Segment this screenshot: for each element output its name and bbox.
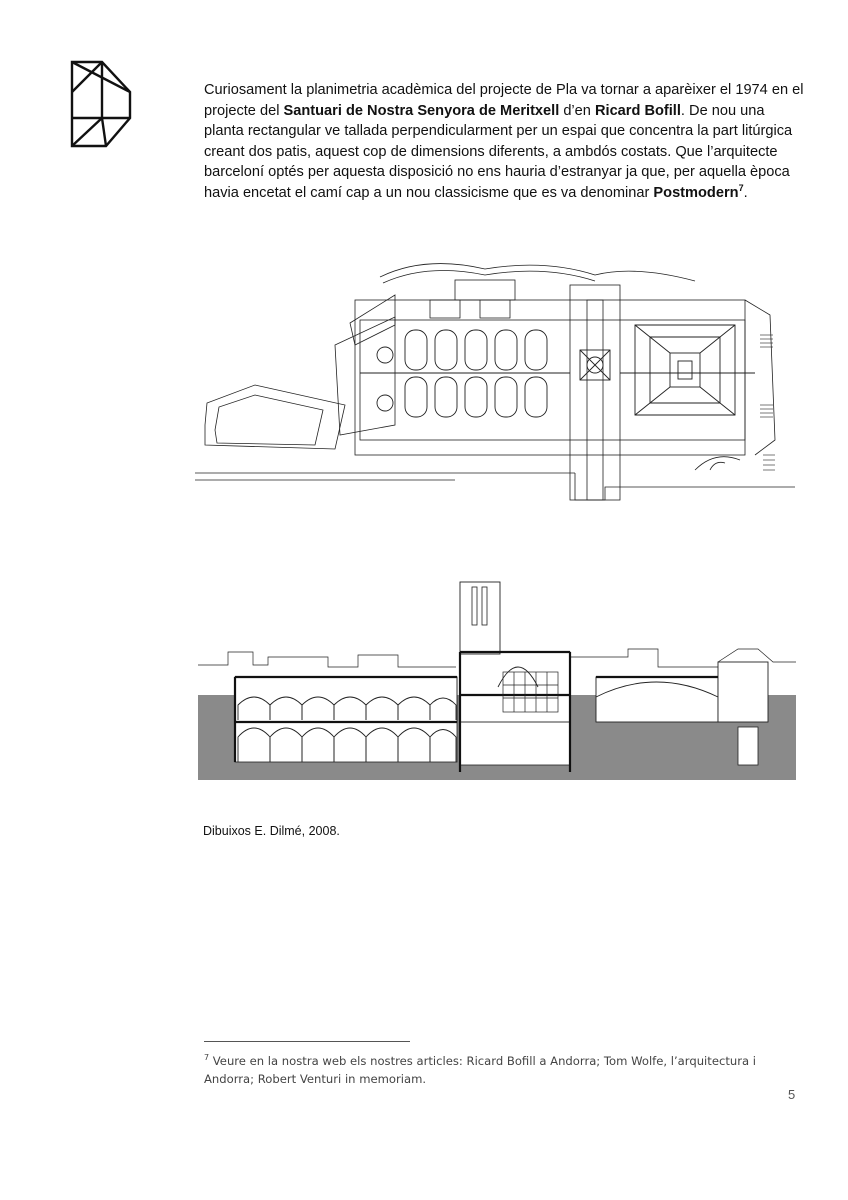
bold-postmodern: Postmodern (653, 184, 739, 201)
bold-sanctuary-name: Santuari de Nostra Senyora de Meritxell (283, 102, 560, 119)
body-paragraph (204, 80, 804, 204)
paragraph-text-1: Curiosament la planimetria acadèmica del projecte de Pla va tornar a aparèixer el 1974 en el projecte del (204, 82, 804, 119)
page-number: 5 (788, 1087, 796, 1102)
footnote-divider (204, 1041, 410, 1042)
footnote-number: 7 (204, 1053, 210, 1062)
footnote-text: Veure en la nostra web els nostres articles: Ricard Bofill a Andorra; Tom Wolfe, l’arquitectura i Andorra; Robert Venturi in memoriam. (204, 1053, 756, 1086)
paragraph-text-4: . (743, 184, 748, 201)
footnote-reference: 7 (738, 183, 744, 194)
figure-caption: Dibuixos E. Dilmé, 2008. (203, 824, 340, 838)
section-drawing (198, 577, 796, 780)
footnote (204, 1049, 794, 1088)
paragraph-text-2: d’en (559, 102, 595, 119)
bold-architect-name: Ricard Bofill (594, 102, 681, 119)
monogram-logo-icon (68, 58, 134, 150)
paragraph-text-3: . De nou una planta rectangular ve tallada perpendicularment per un espai que concentra la part litúrgica creant dos patis, aquest cop de dimensions diferents, a ambdós costats. Que l’arquitecte barceloní optés per aquesta disposició no ens hauria d’estranyar ja que, per aquella època havia encetat el camí cap a un nou classicisme que es va denominar (204, 102, 793, 201)
floor-plan-drawing (195, 255, 800, 505)
